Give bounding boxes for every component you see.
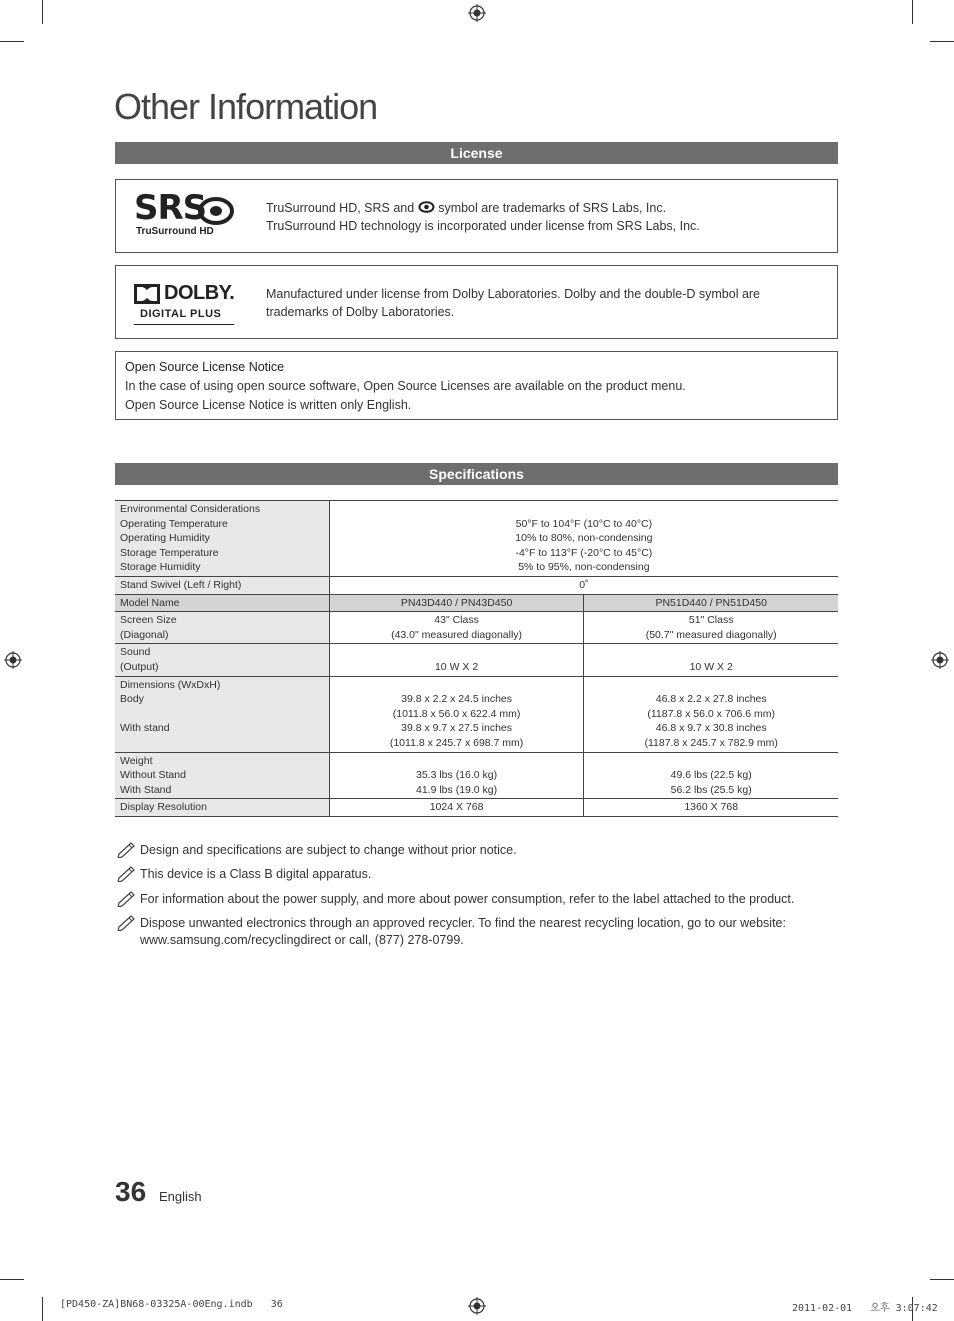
env-values (329, 501, 838, 577)
resolution-label: Display Resolution (115, 799, 329, 817)
dolby-logo (134, 282, 244, 326)
srs-text-line1-b: symbol are trademarks of SRS Labs, Inc. (438, 201, 667, 215)
spec-label-spacer (120, 736, 324, 751)
crop-mark (42, 0, 43, 24)
spec-value: (1011.8 x 245.7 x 698.7 mm) (389, 736, 524, 749)
crop-mark (0, 1279, 24, 1280)
dolby-logo-rule (134, 324, 234, 325)
dolby-text-line2: trademarks of Dolby Laboratories. (266, 305, 455, 319)
license-header: License (115, 142, 838, 164)
spec-value: 46.8 x 9.7 x 30.8 inches (655, 722, 767, 735)
pencil-note-icon (117, 840, 137, 858)
crop-mark (930, 41, 954, 42)
spec-label: Sound (120, 646, 151, 659)
screen-a (329, 612, 584, 644)
spec-label: (Diagonal) (120, 628, 169, 641)
spec-value: 5% to 95%, non-condensing (518, 561, 650, 574)
spec-value: -4°F to 113°F (-20°C to 45°C) (515, 546, 653, 559)
dolby-double-d-icon (134, 284, 160, 304)
spec-value: (1187.8 x 245.7 x 782.9 mm) (644, 736, 778, 749)
model-label: Model Name (115, 594, 329, 612)
specifications-header: Specifications (115, 463, 838, 485)
resolution-a: 1024 X 768 (329, 799, 584, 817)
page-number: 36 (115, 1176, 147, 1207)
sound-labels (115, 644, 329, 676)
note-item (117, 915, 842, 949)
crop-mark (930, 1279, 954, 1280)
crop-mark (912, 0, 913, 24)
open-source-notice-box (115, 351, 838, 420)
srs-license-box (115, 179, 838, 253)
spec-label: Storage Humidity (120, 561, 201, 574)
spec-label: Operating Humidity (120, 532, 210, 545)
crop-mark (0, 41, 24, 42)
screen-labels (115, 612, 329, 644)
swivel-label: Stand Swivel (Left / Right) (115, 576, 329, 594)
note-text: For information about the power supply, and more about power consumption, refer to the label attached to the product. (140, 892, 795, 906)
table-row (115, 676, 838, 752)
spec-value: (50.7" measured diagonally) (645, 628, 777, 641)
spec-label: With stand (120, 722, 170, 735)
registration-mark-icon (931, 651, 949, 669)
spec-value: 50°F to 104°F (10°C to 40°C) (515, 517, 653, 530)
spec-label: Storage Temperature (120, 546, 219, 559)
table-row (115, 501, 838, 577)
footer-timestamp: 2011-02-01 오후 3:07:42 (792, 1303, 938, 1314)
spec-value: 46.8 x 2.2 x 27.8 inches (655, 693, 767, 706)
registration-mark-icon (4, 651, 22, 669)
dolby-text-line1: Manufactured under license from Dolby Laboratories. Dolby and the double-D symbol are (266, 287, 761, 301)
srs-text-line1-a: TruSurround HD, SRS and (266, 201, 415, 215)
spec-value: (43.0" measured diagonally) (391, 628, 523, 641)
weight-labels (115, 752, 329, 799)
dolby-logo-text: DOLBY. (164, 282, 235, 304)
srs-text-line2: TruSurround HD technology is incorporated under license from SRS Labs, Inc. (266, 219, 700, 233)
table-row (115, 752, 838, 799)
sound-b: 10 W X 2 (584, 644, 838, 676)
pencil-note-icon (117, 913, 137, 931)
table-row (115, 612, 838, 644)
spec-label: Operating Temperature (120, 517, 228, 530)
weight-b (584, 752, 838, 799)
spec-value: 43" Class (434, 614, 479, 627)
screen-b (584, 612, 838, 644)
model-a: PN43D440 / PN43D450 (329, 594, 584, 612)
note-item (117, 866, 842, 883)
spec-value: 39.8 x 9.7 x 27.5 inches (401, 722, 513, 735)
sound-a: 10 W X 2 (329, 644, 584, 676)
dimensions-b (584, 676, 838, 752)
registration-mark-icon (468, 1297, 486, 1315)
spec-label: Weight (120, 754, 153, 767)
spec-value: 35.3 lbs (16.0 kg) (416, 769, 498, 782)
dolby-logo-subtitle: DIGITAL PLUS (140, 308, 222, 320)
note-text: This device is a Class B digital apparatus. (140, 867, 372, 881)
spec-value: 49.6 lbs (22.5 kg) (670, 769, 752, 782)
spec-value: 41.9 lbs (19.0 kg) (416, 783, 498, 796)
spec-label: Environmental Considerations (120, 503, 261, 515)
open-source-notice-title: Open Source License Notice (125, 360, 285, 374)
weight-a (329, 752, 584, 799)
swivel-value: 0˚ (329, 576, 838, 594)
table-row (115, 576, 838, 594)
spec-label (120, 707, 324, 722)
model-b: PN51D440 / PN51D450 (584, 594, 838, 612)
note-text: Design and specifications are subject to change without prior notice. (140, 843, 517, 857)
srs-symbol-icon (418, 201, 435, 213)
spec-value: 56.2 lbs (25.5 kg) (670, 783, 752, 796)
table-row (115, 594, 838, 612)
registration-mark-icon (468, 4, 486, 22)
spec-value: 39.8 x 2.2 x 24.5 inches (401, 693, 513, 706)
spec-label: Dimensions (WxDxH) (120, 678, 221, 691)
spec-label: Body (120, 693, 144, 706)
srs-circle-logo-icon (198, 196, 234, 226)
spec-value: 51" Class (688, 614, 734, 627)
spec-value: (1011.8 x 56.0 x 622.4 mm) (392, 707, 521, 720)
spec-label: Without Stand (120, 769, 186, 782)
specifications-table (115, 500, 838, 817)
srs-logo-text: SRS (134, 188, 207, 228)
spec-value: (1187.8 x 56.0 x 706.6 mm) (647, 707, 775, 720)
dolby-license-box (115, 265, 838, 339)
pencil-note-icon (117, 889, 137, 907)
spec-label: With Stand (120, 783, 172, 796)
dimension-labels (115, 676, 329, 752)
note-item (117, 842, 842, 859)
footer-file-info: [PD450-ZA]BN68-03325A-00Eng.indb 36 (60, 1299, 283, 1310)
srs-logo-subtitle: TruSurround HD (136, 226, 214, 237)
spec-label: (Output) (120, 660, 159, 673)
spec-label: Screen Size (120, 614, 177, 627)
open-source-notice-line2: Open Source License Notice is written only English. (125, 398, 412, 412)
open-source-notice-line1: In the case of using open source software, Open Source Licenses are available on the product menu. (125, 379, 686, 393)
note-text: Dispose unwanted electronics through an approved recycler. To find the nearest recycling location, go to our website: www.samsung.com/recyclingdirect or call, (877) 278-0799. (140, 916, 786, 947)
pencil-note-icon (117, 864, 137, 882)
srs-logo (134, 188, 244, 242)
page-language: English (159, 1189, 202, 1204)
env-labels (115, 501, 329, 577)
table-row (115, 644, 838, 676)
page-title: Other Information (114, 86, 378, 127)
table-row (115, 799, 838, 817)
crop-mark (42, 1297, 43, 1321)
spec-value: 10% to 80%, non-condensing (515, 532, 653, 545)
resolution-b: 1360 X 768 (584, 799, 838, 817)
dimensions-a (329, 676, 584, 752)
note-item (117, 891, 842, 908)
